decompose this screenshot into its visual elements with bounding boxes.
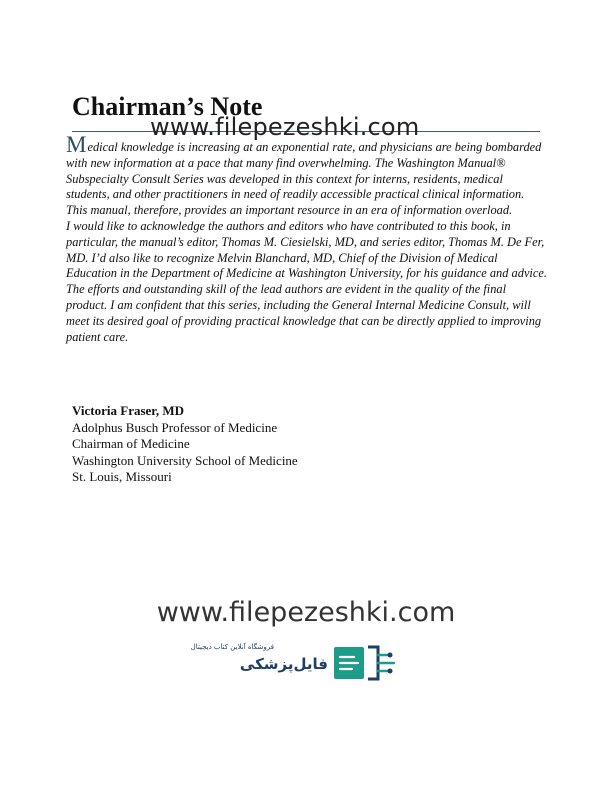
- page-title: Chairman’s Note: [72, 92, 263, 121]
- watermark-url-top: www.filepezeshki.com: [150, 113, 420, 141]
- signature-line: Washington University School of Medicine: [72, 452, 298, 468]
- body-text: [66, 132, 548, 345]
- logo-text: فایل‌پزشکی: [239, 655, 328, 673]
- paragraph: [66, 132, 548, 219]
- signature-name: Victoria Fraser, MD: [72, 403, 185, 418]
- paragraph: I would like to acknowledge the authors and editors who have contributed to this book, in particular, the manual’s editor, Thomas M. Ciesielski, MD, and series editor, Thomas M. De Fer, MD. I’d also like to recognize Melvin Blanchard, MD, Chief of the Division of Medical Education in the Department of Medicine at Washington University, for his guidance and advice.: [66, 218, 547, 281]
- paragraph-text: edical knowledge is increasing at an exponential rate, and physicians are being bombarded with new information at a pace that many find overwhelming. The Washington Manual® Subspecialty Consult Series was developed in this context for interns, residents, medical students, and other practitioners in need of readily accessible practical clinical information. This manual, therefore, provides an important resource in an era of information overload.: [66, 140, 542, 218]
- signature-line: Adolphus Busch Professor of Medicine: [72, 419, 278, 435]
- watermark-url-bottom: www.filepezeshki.com: [156, 597, 456, 628]
- signature-line: Chairman of Medicine: [72, 436, 190, 451]
- signature-block: [72, 403, 298, 486]
- signature-line: St. Louis, Missouri: [72, 469, 172, 484]
- file-pezeshki-logo-icon: [332, 643, 398, 683]
- paragraph: The efforts and outstanding skill of the lead authors are evident in the quality of the final product. I am confident that this series, including the General Internal Medicine Consult, will meet its desired goal of providing practical knowledge that can be directly applied to improving patient care.: [66, 282, 542, 344]
- logo-subtext: فروشگاه آنلاین کتاب دیجیتال: [190, 643, 274, 651]
- site-logo: [190, 643, 400, 683]
- dropcap-letter: M: [66, 132, 87, 157]
